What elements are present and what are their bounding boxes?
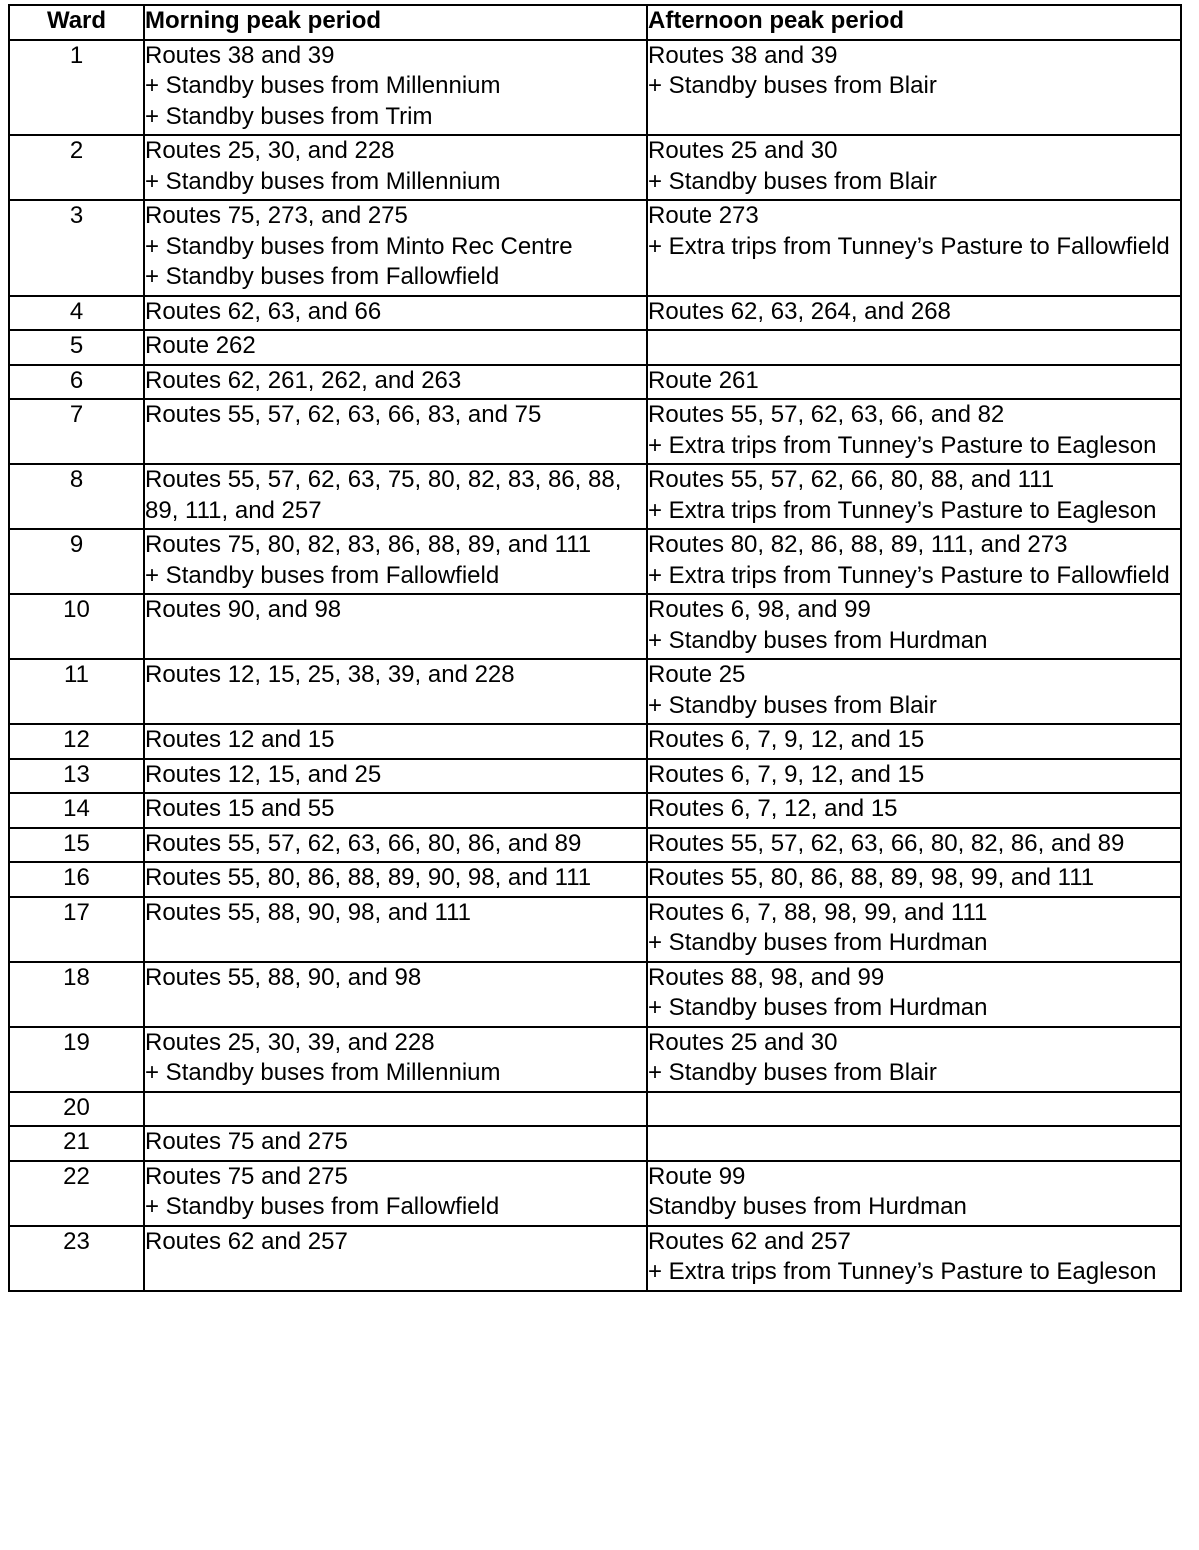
cell-afternoon-peak: [647, 135, 1181, 200]
cell-line: Route 99: [648, 1162, 746, 1190]
cell-morning-peak: [144, 897, 647, 962]
cell-line: + Standby buses from Millennium: [145, 167, 501, 195]
table-header: [9, 5, 1181, 40]
cell-line: Routes 62, 63, 264, and 268: [648, 297, 951, 325]
cell-line: + Standby buses from Blair: [648, 72, 937, 99]
cell-line: Routes 12 and 15: [145, 726, 335, 753]
cell-morning-peak: [144, 200, 647, 296]
cell-ward-number: 21: [9, 1126, 144, 1161]
table-row: [9, 897, 1181, 962]
cell-morning-peak: [144, 464, 647, 529]
cell-afternoon-peak: [647, 897, 1181, 962]
cell-morning-peak: [144, 793, 647, 828]
cell-line: Routes 55, 80, 86, 88, 89, 98, 99, and 111: [648, 864, 1095, 891]
cell-line: + Standby buses from Hurdman: [648, 994, 988, 1021]
cell-morning-peak: [144, 828, 647, 863]
cell-ward-number: 13: [9, 759, 144, 794]
cell-ward-number: 5: [9, 330, 144, 365]
table-row: [9, 1126, 1181, 1161]
cell-afternoon-peak: [647, 330, 1181, 365]
cell-afternoon-peak: [647, 793, 1181, 828]
table-row: [9, 200, 1181, 296]
cell-morning-peak: [144, 1161, 647, 1226]
cell-afternoon-peak: [647, 1027, 1181, 1092]
table-row: [9, 40, 1181, 136]
cell-line: Routes 55, 57, 62, 63, 66, and 82: [648, 401, 1005, 428]
header-row: [9, 5, 1181, 40]
table-body: [9, 40, 1181, 1291]
cell-ward-number: 18: [9, 962, 144, 1027]
header-afternoon: Afternoon peak period: [647, 5, 1181, 40]
cell-morning-peak: [144, 759, 647, 794]
cell-ward-number: 17: [9, 897, 144, 962]
cell-line: Routes 25 and 30: [648, 137, 838, 164]
cell-ward-number: 3: [9, 200, 144, 296]
table-row: [9, 529, 1181, 594]
cell-line: Routes 55, 88, 90, and 98: [145, 963, 422, 991]
cell-afternoon-peak: [647, 399, 1181, 464]
table-row: [9, 1161, 1181, 1226]
cell-line: Routes 12, 15, 25, 38, 39, and 228: [145, 661, 515, 688]
cell-afternoon-peak: [647, 594, 1181, 659]
cell-afternoon-peak: [647, 962, 1181, 1027]
cell-line: + Standby buses from Blair: [648, 1059, 937, 1086]
cell-morning-peak: [144, 40, 647, 136]
cell-line: + Standby buses from Blair: [648, 691, 937, 719]
cell-ward-number: 20: [9, 1092, 144, 1127]
cell-line: Routes 62, 261, 262, and 263: [145, 366, 462, 394]
cell-afternoon-peak: [647, 296, 1181, 331]
cell-ward-number: 10: [9, 594, 144, 659]
cell-line: + Standby buses from Fallowfield: [145, 263, 500, 290]
cell-line: Routes 55, 57, 62, 63, 66, 80, 86, and 89: [145, 829, 582, 857]
cell-line: Routes 88, 98, and 99: [648, 963, 885, 991]
cell-line: + Standby buses from Trim: [145, 102, 433, 130]
cell-afternoon-peak: [647, 200, 1181, 296]
cell-line: Routes 6, 7, 12, and 15: [648, 795, 898, 822]
table-row: [9, 296, 1181, 331]
cell-line: + Standby buses from Minto Rec Centre: [145, 232, 573, 260]
cell-afternoon-peak: [647, 464, 1181, 529]
cell-line: + Standby buses from Millennium: [145, 1059, 501, 1086]
cell-line: Routes 75, 273, and 275: [145, 202, 408, 229]
cell-ward-number: 9: [9, 529, 144, 594]
cell-afternoon-peak: [647, 365, 1181, 400]
cell-afternoon-peak: [647, 1126, 1181, 1161]
table-row: [9, 1226, 1181, 1291]
cell-line: Routes 62, 63, and 66: [145, 297, 382, 325]
cell-morning-peak: [144, 1027, 647, 1092]
cell-morning-peak: [144, 1092, 647, 1127]
cell-line: + Standby buses from Millennium: [145, 72, 501, 99]
cell-line: + Extra trips from Tunney’s Pasture to Eagleson: [648, 496, 1157, 524]
cell-afternoon-peak: [647, 40, 1181, 136]
cell-line: Routes 38 and 39: [145, 41, 335, 69]
cell-line: + Standby buses from Hurdman: [648, 929, 988, 956]
cell-line: Routes 75, 80, 82, 83, 86, 88, 89, and 111: [145, 531, 592, 558]
cell-line: + Extra trips from Tunney’s Pasture to Fallowfield: [648, 232, 1170, 260]
table-row: [9, 464, 1181, 529]
cell-line: Routes 25, 30, and 228: [145, 137, 395, 164]
table-row: [9, 793, 1181, 828]
cell-ward-number: 8: [9, 464, 144, 529]
cell-line: Routes 55, 80, 86, 88, 89, 90, 98, and 111: [145, 864, 592, 891]
cell-ward-number: 4: [9, 296, 144, 331]
cell-morning-peak: [144, 296, 647, 331]
cell-line: Routes 62 and 257: [145, 1227, 348, 1255]
table-row: [9, 330, 1181, 365]
table-row: [9, 1092, 1181, 1127]
ward-service-table: [8, 4, 1182, 1292]
cell-line: Routes 25, 30, 39, and 228: [145, 1028, 435, 1056]
cell-line: Routes 90, and 98: [145, 596, 342, 623]
cell-morning-peak: [144, 1126, 647, 1161]
cell-afternoon-peak: [647, 529, 1181, 594]
cell-ward-number: 7: [9, 399, 144, 464]
table-row: [9, 962, 1181, 1027]
cell-line: + Standby buses from Fallowfield: [145, 561, 500, 589]
cell-morning-peak: [144, 594, 647, 659]
ward-service-table-container: [8, 4, 1180, 1292]
cell-line: + Standby buses from Hurdman: [648, 626, 988, 654]
table-row: [9, 135, 1181, 200]
cell-line: Routes 80, 82, 86, 88, 89, 111, and 273: [648, 531, 1068, 558]
cell-line: Routes 6, 7, 9, 12, and 15: [648, 760, 925, 788]
cell-morning-peak: [144, 862, 647, 897]
cell-line: Route 262: [145, 332, 256, 359]
cell-afternoon-peak: [647, 759, 1181, 794]
cell-line: Routes 55, 57, 62, 63, 75, 80, 82, 83, 86, 88, 89, 111, and 257: [145, 466, 622, 524]
cell-line: Standby buses from Hurdman: [648, 1193, 967, 1220]
cell-line: Route 261: [648, 366, 759, 394]
cell-morning-peak: [144, 962, 647, 1027]
cell-line: Routes 6, 7, 88, 98, 99, and 111: [648, 898, 988, 926]
cell-line: Routes 6, 7, 9, 12, and 15: [648, 726, 925, 753]
cell-afternoon-peak: [647, 1092, 1181, 1127]
cell-line: Routes 6, 98, and 99: [648, 596, 871, 623]
table-row: [9, 594, 1181, 659]
cell-morning-peak: [144, 399, 647, 464]
cell-line: Routes 55, 57, 62, 63, 66, 80, 82, 86, and 89: [648, 829, 1125, 857]
cell-morning-peak: [144, 1226, 647, 1291]
cell-line: + Standby buses from Fallowfield: [145, 1193, 500, 1220]
header-morning: Morning peak period: [144, 5, 647, 40]
cell-afternoon-peak: [647, 862, 1181, 897]
cell-ward-number: 11: [9, 659, 144, 724]
cell-afternoon-peak: [647, 724, 1181, 759]
cell-line: Routes 25 and 30: [648, 1028, 838, 1056]
cell-line: + Extra trips from Tunney’s Pasture to Eagleson: [648, 431, 1157, 459]
cell-morning-peak: [144, 330, 647, 365]
cell-line: Routes 38 and 39: [648, 41, 838, 69]
cell-line: Routes 55, 57, 62, 63, 66, 83, and 75: [145, 401, 542, 428]
cell-line: Routes 55, 88, 90, 98, and 111: [145, 898, 472, 926]
table-row: [9, 1027, 1181, 1092]
cell-afternoon-peak: [647, 659, 1181, 724]
cell-morning-peak: [144, 724, 647, 759]
cell-line: Route 25: [648, 661, 746, 688]
cell-ward-number: 16: [9, 862, 144, 897]
cell-line: Routes 75 and 275: [145, 1162, 348, 1190]
cell-ward-number: 23: [9, 1226, 144, 1291]
cell-ward-number: 22: [9, 1161, 144, 1226]
cell-line: Routes 15 and 55: [145, 795, 335, 822]
cell-line: Route 273: [648, 202, 759, 229]
cell-morning-peak: [144, 135, 647, 200]
table-row: [9, 659, 1181, 724]
cell-ward-number: 19: [9, 1027, 144, 1092]
header-ward: Ward: [9, 5, 144, 40]
table-row: [9, 724, 1181, 759]
cell-line: + Standby buses from Blair: [648, 167, 937, 195]
cell-ward-number: 1: [9, 40, 144, 136]
cell-afternoon-peak: [647, 1161, 1181, 1226]
cell-ward-number: 14: [9, 793, 144, 828]
cell-ward-number: 6: [9, 365, 144, 400]
table-row: [9, 828, 1181, 863]
cell-line: Routes 75 and 275: [145, 1128, 348, 1155]
cell-morning-peak: [144, 659, 647, 724]
cell-line: Routes 55, 57, 62, 66, 80, 88, and 111: [648, 466, 1055, 493]
cell-line: + Extra trips from Tunney’s Pasture to Eagleson: [648, 1258, 1157, 1285]
cell-line: Routes 12, 15, and 25: [145, 760, 382, 788]
table-row: [9, 399, 1181, 464]
cell-line: + Extra trips from Tunney’s Pasture to Fallowfield: [648, 561, 1170, 589]
cell-afternoon-peak: [647, 828, 1181, 863]
cell-morning-peak: [144, 529, 647, 594]
cell-ward-number: 15: [9, 828, 144, 863]
table-row: [9, 365, 1181, 400]
cell-morning-peak: [144, 365, 647, 400]
cell-ward-number: 12: [9, 724, 144, 759]
cell-ward-number: 2: [9, 135, 144, 200]
cell-line: Routes 62 and 257: [648, 1227, 851, 1255]
table-row: [9, 862, 1181, 897]
cell-afternoon-peak: [647, 1226, 1181, 1291]
table-row: [9, 759, 1181, 794]
